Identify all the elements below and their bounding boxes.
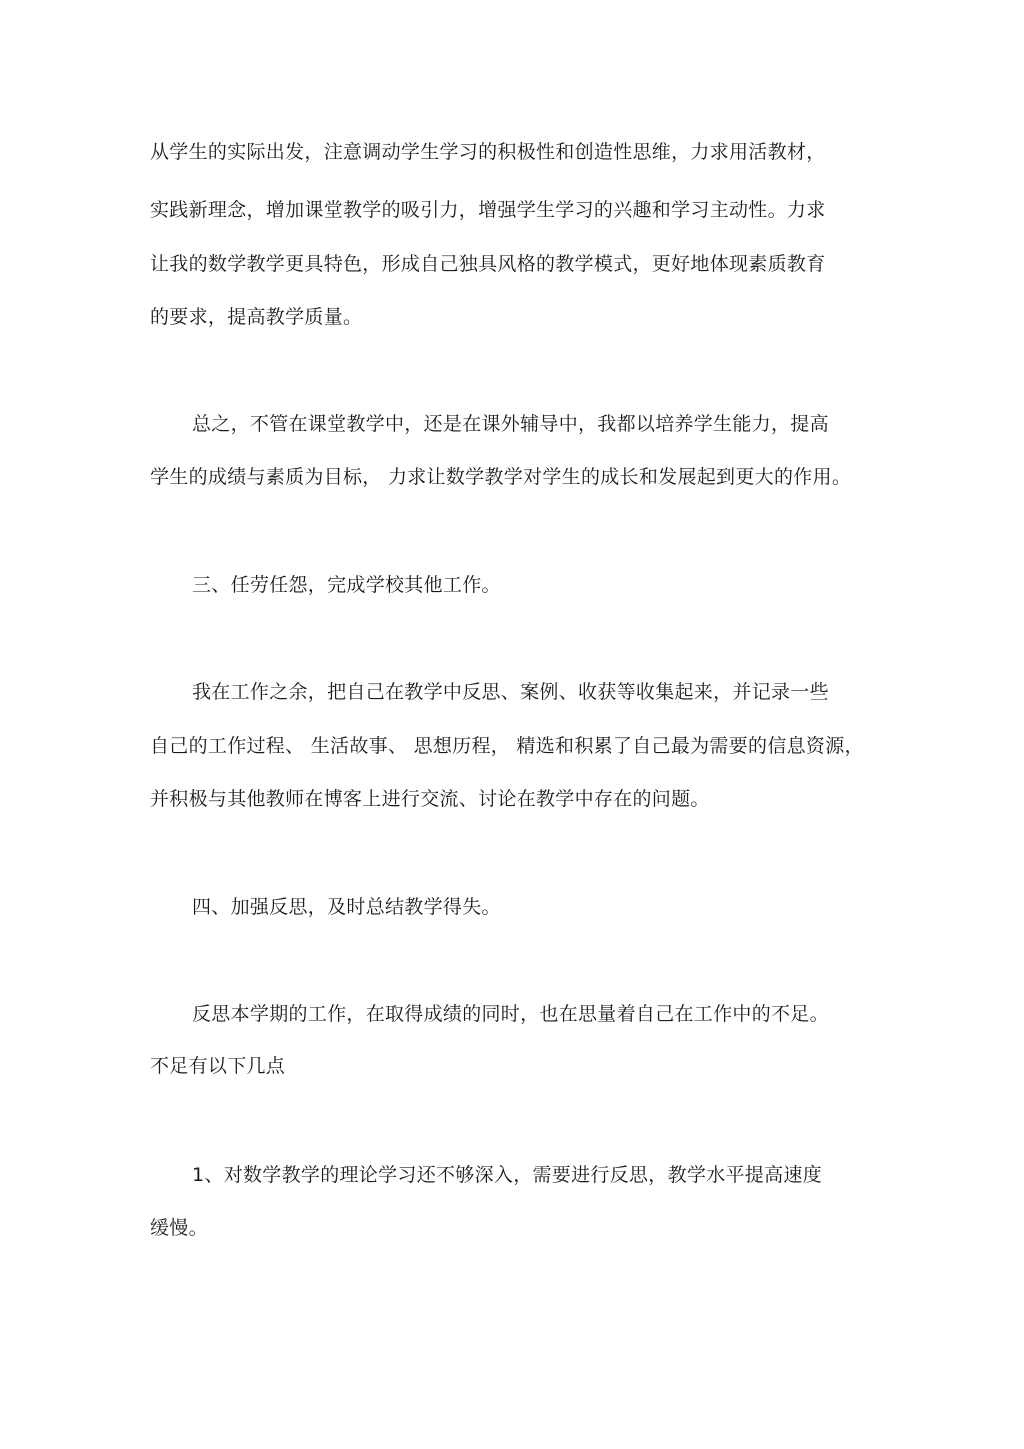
text-line: 不足有以下几点: [150, 1055, 286, 1077]
paragraph-first-line: 总之，不管在课堂教学中，还是在课外辅导中，我都以培养学生能力，提高: [192, 413, 829, 435]
text-line: 实践新理念，增加课堂教学的吸引力，增强学生学习的兴趣和学习主动性。力求: [150, 199, 826, 221]
text-line: 学生的成绩与素质为目标， 力求让数学教学对学生的成长和发展起到更大的作用。: [150, 466, 852, 488]
paragraph-first-line: 反思本学期的工作，在取得成绩的同时，也在思量着自己在工作中的不足。: [192, 1003, 829, 1025]
section-heading: 三、任劳任怨，完成学校其他工作。: [192, 574, 501, 596]
paragraph-first-line: 我在工作之余，把自己在教学中反思、案例、收获等收集起来，并记录一些: [192, 681, 829, 703]
list-item-first-line: 1、对数学教学的理论学习还不够深入，需要进行反思，教学水平提高速度: [192, 1164, 822, 1186]
text-line: 自己的工作过程、 生活故事、 思想历程， 精选和积累了自己最为需要的信息资源，: [150, 735, 864, 757]
section-heading: 四、加强反思，及时总结教学得失。: [192, 896, 501, 918]
text-line: 的要求，提高教学质量。: [150, 306, 363, 328]
text-line: 让我的数学教学更具特色，形成自己独具风格的教学模式，更好地体现素质教育: [150, 253, 826, 275]
text-line: 并积极与其他教师在博客上进行交流、讨论在教学中存在的问题。: [150, 788, 710, 810]
text-line: 缓慢。: [150, 1217, 208, 1239]
text-line: 从学生的实际出发，注意调动学生学习的积极性和创造性思维，力求用活教材，: [150, 141, 826, 163]
